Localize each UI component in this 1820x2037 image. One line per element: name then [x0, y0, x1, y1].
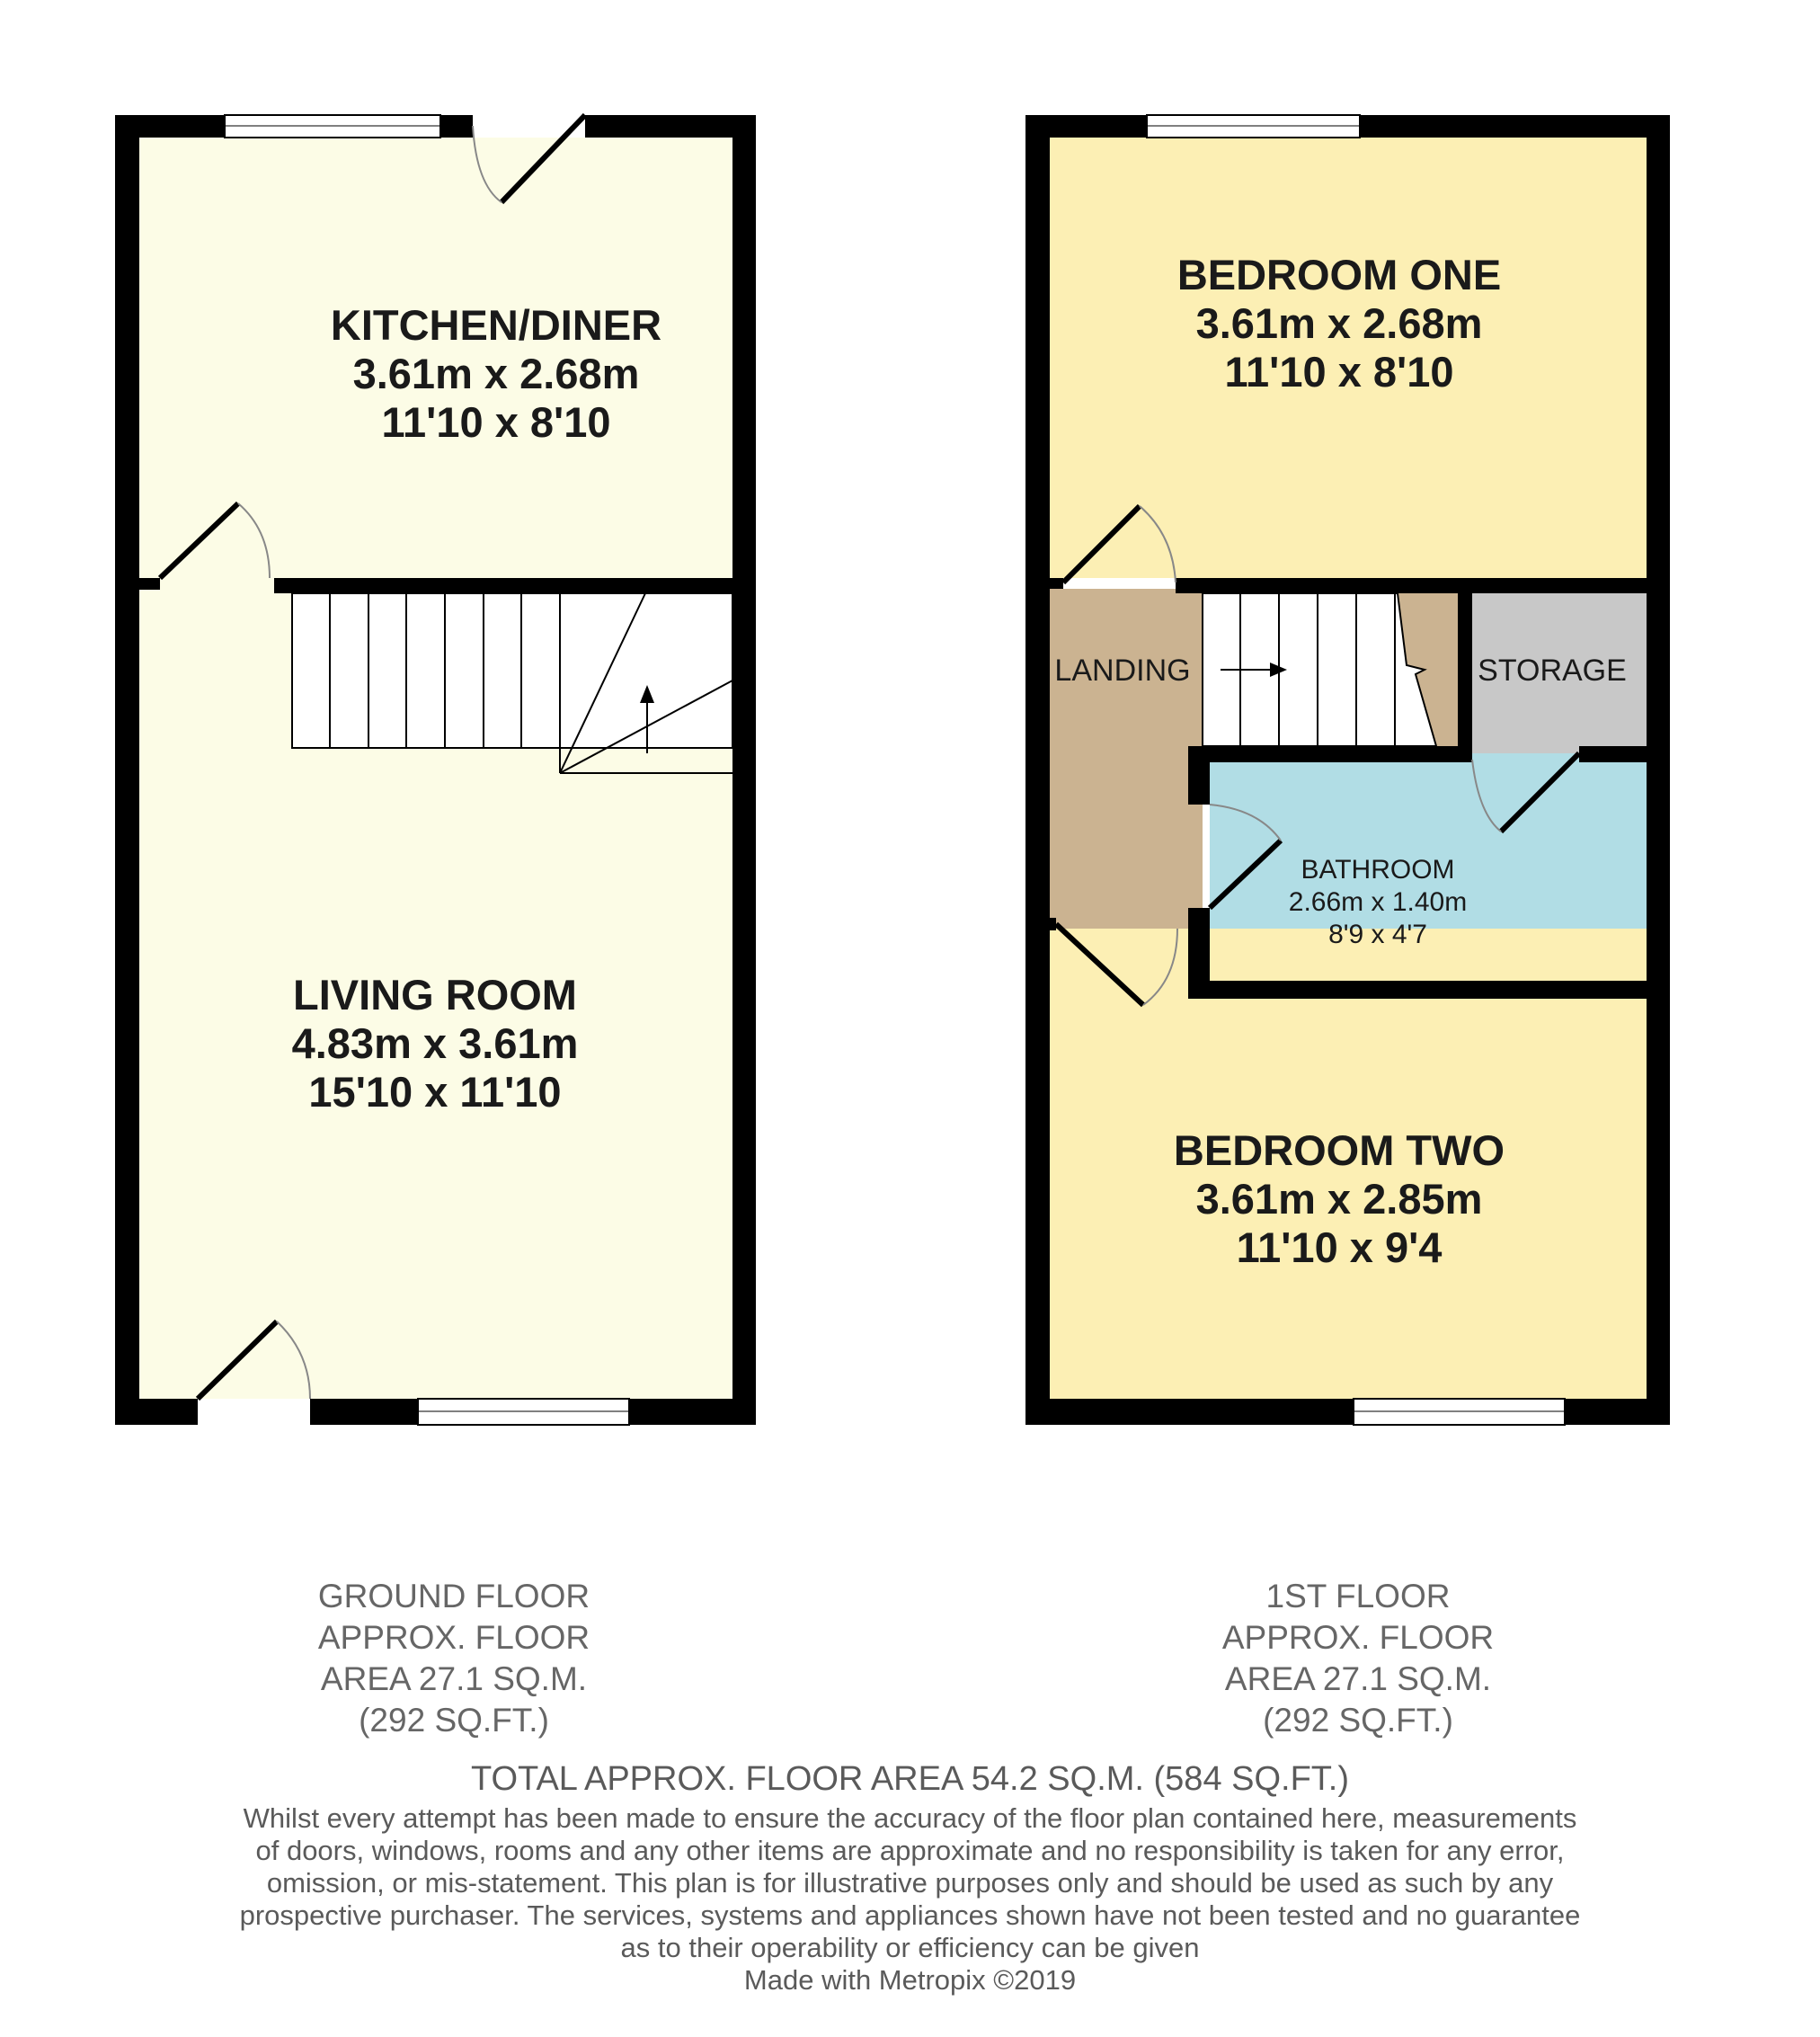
total-area: TOTAL APPROX. FLOOR AREA 54.2 SQ.M. (584 SQ.FT.): [470, 1760, 1350, 1798]
bathroom-imperial: 8'9 x 4'7: [1328, 920, 1427, 949]
ground-floor-caption-line: APPROX. FLOOR: [317, 1619, 590, 1656]
kitchen-diner-imperial: 11'10 x 8'10: [381, 398, 611, 446]
bathroom-metric: 2.66m x 1.40m: [1288, 887, 1468, 917]
disclaimer-line: Whilst every attempt has been made to ensure the accuracy of the floor plan contained here, measurements: [243, 1802, 1577, 1834]
living-room-metric: 4.83m x 3.61m: [291, 1019, 579, 1067]
first-floor-caption-line: APPROX. FLOOR: [1221, 1619, 1495, 1656]
bathroom-name: BATHROOM: [1301, 855, 1455, 885]
bedroom-two-metric: 3.61m x 2.85m: [1195, 1175, 1483, 1223]
ground-floor-caption-line: (292 SQ.FT.): [359, 1702, 549, 1739]
storage-label: STORAGE: [1478, 654, 1627, 688]
first-floor-caption-line: (292 SQ.FT.): [1263, 1702, 1453, 1739]
first-floor-caption-line: 1ST FLOOR: [1265, 1578, 1451, 1614]
first-floor-staircase: [1203, 593, 1436, 746]
disclaimer-line: prospective purchaser. The services, systems and appliances shown have not been tested and no guarantee: [239, 1899, 1581, 1931]
ground-floor-caption: [261, 1576, 647, 1741]
disclaimer-line: omission, or mis-statement. This plan is for illustrative purposes only and should be used as such by any: [266, 1867, 1554, 1899]
bedroom-two-imperial: 11'10 x 9'4: [1236, 1223, 1443, 1271]
bedroom-two-name: BEDROOM TWO: [1173, 1126, 1505, 1174]
bedroom-one-name: BEDROOM ONE: [1176, 251, 1502, 298]
bedroom-one-label: [1177, 251, 1501, 396]
first-floor-caption: [1165, 1576, 1551, 1741]
living-room-name: LIVING ROOM: [293, 971, 577, 1018]
disclaimer: [0, 1802, 1820, 1997]
kitchen-diner-name: KITCHEN/DINER: [330, 301, 662, 349]
living-room-imperial: 15'10 x 11'10: [308, 1068, 562, 1116]
disclaimer-line: as to their operability or efficiency can be given: [620, 1932, 1200, 1963]
kitchen-diner-metric: 3.61m x 2.68m: [352, 350, 640, 397]
ground-floor-caption-line: GROUND FLOOR: [317, 1578, 590, 1614]
bedroom-one-metric: 3.61m x 2.68m: [1195, 299, 1483, 347]
first-floor-caption-line: AREA 27.1 SQ.M.: [1224, 1660, 1492, 1697]
credit: Made with Metropix ©2019: [743, 1964, 1077, 1996]
ground-floor-plan: [115, 115, 756, 1425]
landing-floor: [1050, 589, 1203, 929]
landing-label: LANDING: [1054, 654, 1191, 688]
ground-staircase: [292, 593, 732, 773]
ground-floor-caption-line: AREA 27.1 SQ.M.: [320, 1660, 588, 1697]
living-room-label: [292, 971, 579, 1116]
first-floor-plan: [1025, 115, 1670, 1425]
bedroom-one-imperial: 11'10 x 8'10: [1224, 348, 1454, 396]
disclaimer-line: of doors, windows, rooms and any other items are approximate and no responsibility is taken for any error,: [255, 1835, 1565, 1866]
